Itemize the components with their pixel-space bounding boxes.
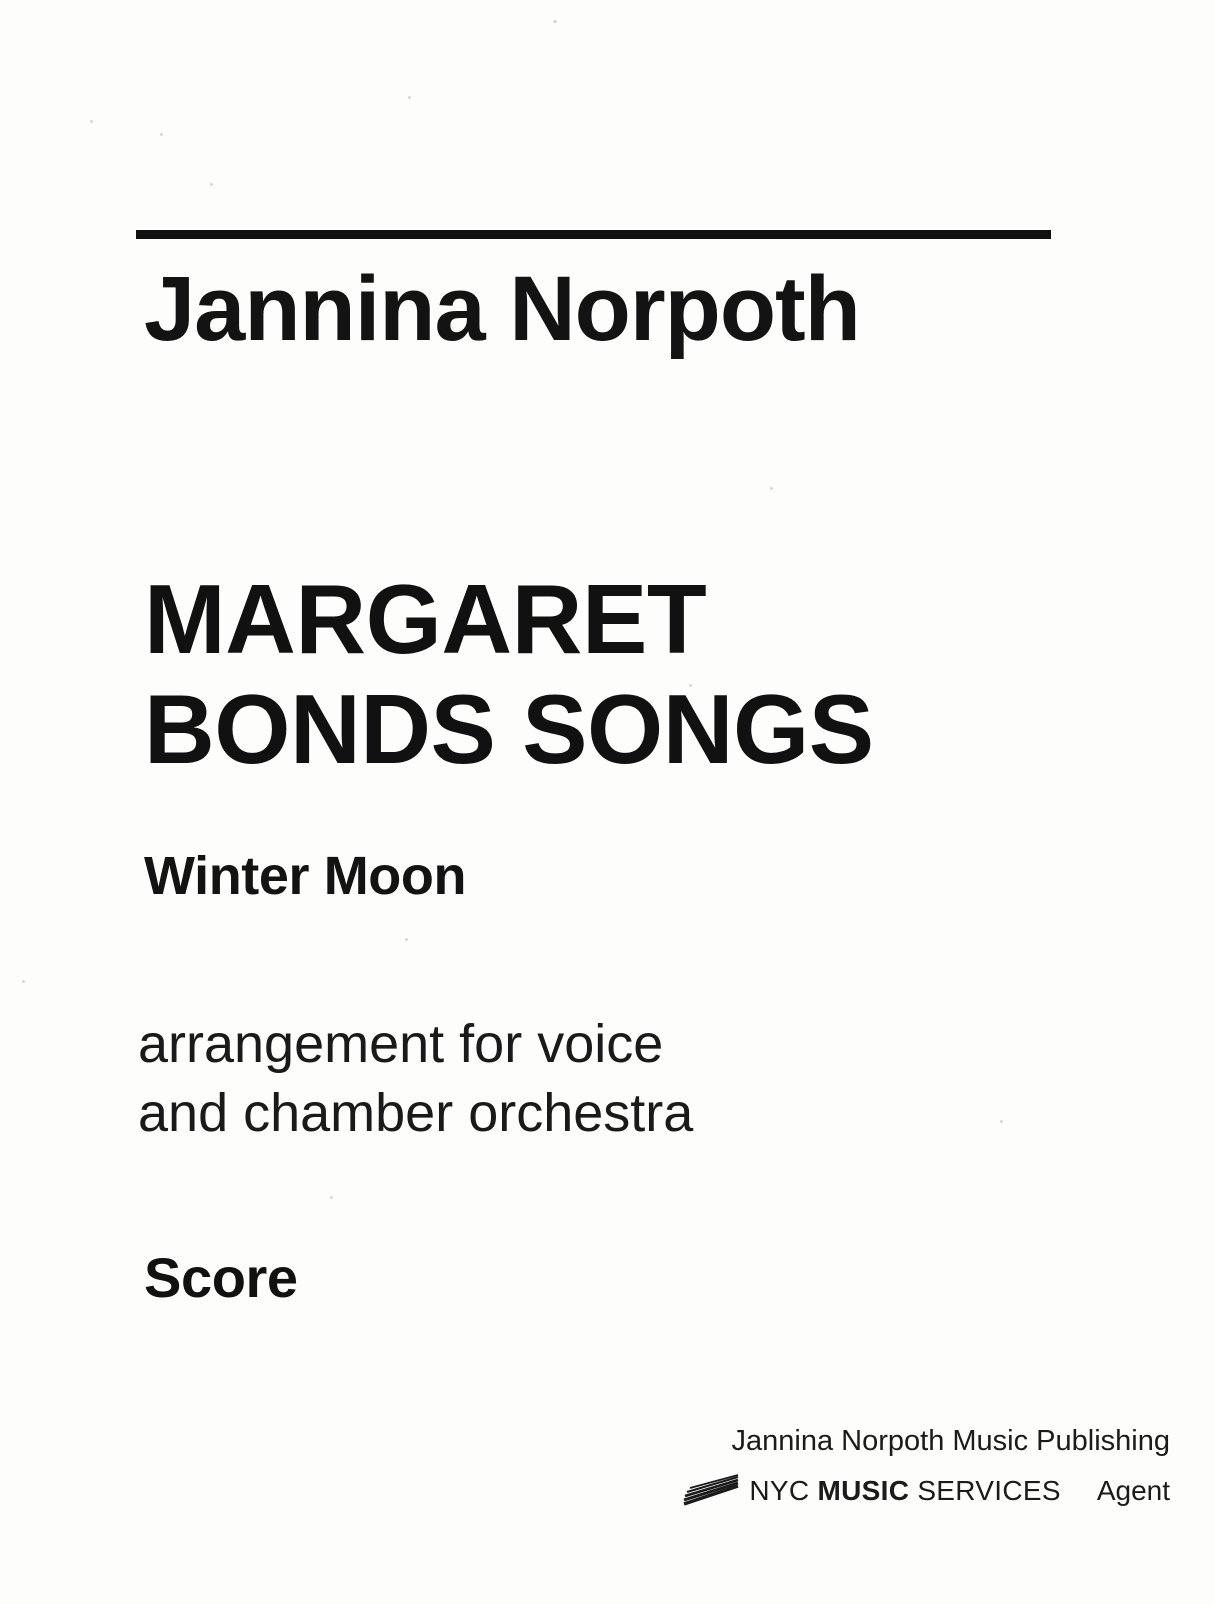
header-rule (136, 230, 1051, 239)
instrumentation-line-1: arrangement for voice (138, 1014, 664, 1074)
agent-label: Agent (1096, 1475, 1170, 1506)
composer-name: Jannina Norpoth (144, 258, 860, 360)
title-block (136, 0, 1056, 1604)
work-title-line-2: BONDS SONGS (144, 673, 874, 784)
work-title-line-1: MARGARET (144, 564, 707, 674)
publisher-footer (610, 1423, 1170, 1508)
logo-word-music: MUSIC (817, 1475, 910, 1506)
logo-word-nyc: NYC (749, 1475, 818, 1506)
logo-word-services: SERVICES (909, 1475, 1061, 1506)
movement-title: Winter Moon (144, 846, 467, 906)
score-label: Score (144, 1246, 298, 1309)
work-title (144, 565, 1064, 785)
publisher-name: Jannina Norpoth Music Publishing (731, 1425, 1170, 1458)
logo-wordmark (749, 1475, 1060, 1507)
instrumentation-line-2: and chamber orchestra (138, 1083, 694, 1144)
nyc-music-services-logo (682, 1474, 1060, 1508)
nyc-music-services-lines-logo (682, 1474, 740, 1508)
agent-row (610, 1474, 1170, 1508)
instrumentation (138, 1010, 1038, 1148)
